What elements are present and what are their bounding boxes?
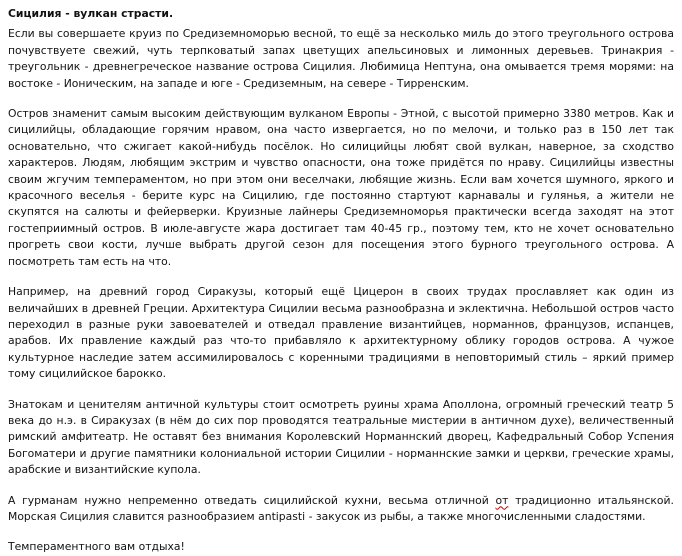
paragraph-sights: Знатокам и ценителям античной культуры стоит осмотреть руины храма Аполлона, огромный греческий театр 5 века до н.э. в Сиракузах (в нём до сих пор проводятся театральные мистерии в античном духе), величественный римский амфитеатр. Не оставят без внимания Королевский Норманнский дворец, Кафедральный Собор Успения Богоматери и другие памятники колониальной истории Сицилии - норманнские замки и церкви, греческие храмы, арабские и византийские купола. <box>8 397 674 477</box>
document-title: Сицилия - вулкан страсти. <box>8 7 174 20</box>
paragraph-cuisine <box>8 493 674 526</box>
cuisine-text-before: А гурманам нужно непременно отведать сицилийской кухни, весьма отличной <box>8 493 496 507</box>
paragraph-closing: Темпераментного вам отдыха! <box>8 540 185 554</box>
paragraph-etna: Остров знаменит самым высоким действующим вулканом Европы - Этной, с высотой примерно 3380 метров. Как и сицилийцы, обладающие горячим нравом, она часто извергается, но по мелочи, и только раз в 150 лет так основательно, что сжигает какой-нибудь посёлок. Но силицийцы любят свой вулкан, наверное, за сходство характеров. Людям, любящим экстрим и чувство опасности, она тоже придётся по нраву. Сицилийцы известны своим жгучим темпераментом, но при этом они веселчаки, любящие жизнь. Если вам хочется шумного, яркого и красочного веселья - берите курс на Сицилию, где постоянно стартуют карнавалы и гулянья, а жители не скупятся на салюты и фейерверки. Круизные лайнеры Средиземноморья практически всегда заходят на этот гостеприимный остров. В июле-августе жара достигает там 40-45 гр., поэтому тем, кто не хочет основательно прогреть свои кости, лучше выбрать другой сезон для посещения этого бурного треугольного острова. А посмотреть там есть на что. <box>8 107 674 268</box>
spellcheck-underlined-word: от <box>495 493 509 507</box>
paragraph-intro: Если вы совершаете круиз по Средиземноморью весной, то ещё за несколько миль до этого треугольного острова почувствуете свежий, чуть терпковатый запах цветущих апельсиновых и лимонных деревьев. Тринакрия - треугольник - древнегреческое название острова Сицилия. Любимица Нептуна, она омывается тремя морями: на востоке - Ионическим, на западе и юге - Средиземным, на севере - Тирренским. <box>8 27 674 90</box>
paragraph-architecture: Например, на древний город Сиракузы, который ещё Цицерон в своих трудах прославляет как один из величайших в древней Греции. Архитектура Сицилии весьма разнообразна и эклектична. Небольшой остров часто переходил в разные руки завоевателей и отведал правление византийцев, норманнов, французов, испанцев, арабов. Их правление каждый раз что-то прибавляло к архитектурному облику городов острова. А чужое культурное наследие затем ассимилировалось с коренными традициями в неповторимый стиль – яркий пример тому сицилийское барокко. <box>8 285 674 381</box>
cuisine-text-after: традиционно итальянской. Морская Сицилия славится разнообразием antipasti - закусок из рыбы, а также многочисленными сладостями. <box>8 493 674 523</box>
